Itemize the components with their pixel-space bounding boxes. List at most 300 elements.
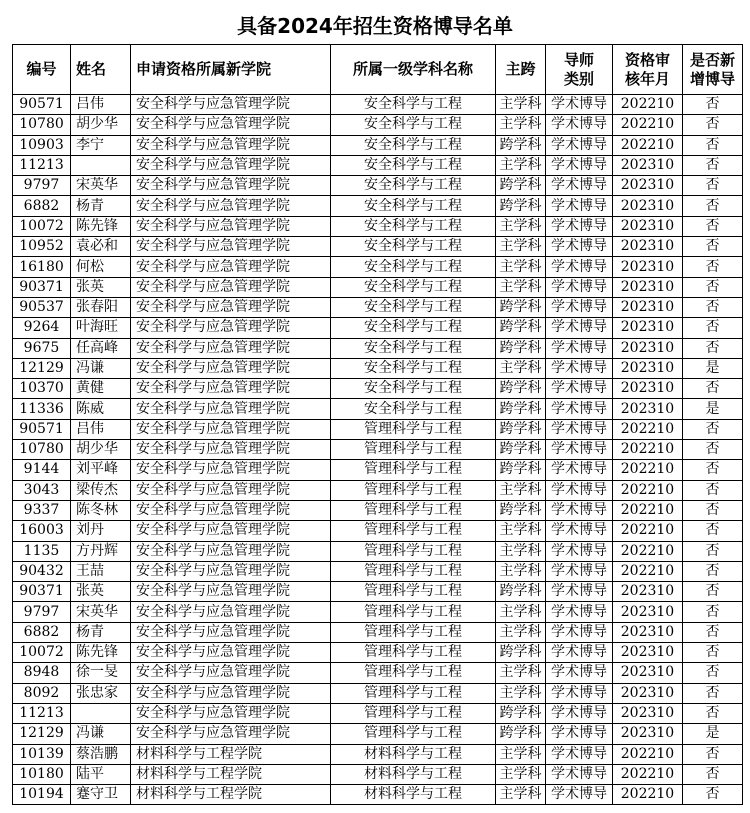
cell-id: 10903 bbox=[13, 135, 71, 155]
table-body bbox=[13, 95, 743, 805]
cell-review-date: 202310 bbox=[613, 338, 683, 358]
cell-category: 学术博导 bbox=[546, 216, 613, 236]
table-row bbox=[13, 521, 743, 541]
cell-review-date: 202310 bbox=[613, 724, 683, 744]
cell-college: 安全科学与应急管理学院 bbox=[131, 460, 331, 480]
cell-id: 10952 bbox=[13, 237, 71, 257]
cell-review-date: 202310 bbox=[613, 358, 683, 378]
cell-category: 学术博导 bbox=[546, 521, 613, 541]
table-row bbox=[13, 460, 743, 480]
cell-id: 11213 bbox=[13, 703, 71, 723]
cell-review-date: 202310 bbox=[613, 379, 683, 399]
cell-is-new: 否 bbox=[683, 785, 743, 805]
cell-category: 学术博导 bbox=[546, 744, 613, 764]
cell-id: 9264 bbox=[13, 318, 71, 338]
cell-id: 90571 bbox=[13, 419, 71, 439]
cell-category: 学术博导 bbox=[546, 500, 613, 520]
cell-id: 10194 bbox=[13, 785, 71, 805]
table-row bbox=[13, 602, 743, 622]
cell-review-date: 202210 bbox=[613, 521, 683, 541]
cell-review-date: 202310 bbox=[613, 277, 683, 297]
table-header bbox=[13, 45, 743, 95]
table-row bbox=[13, 582, 743, 602]
cell-is-new: 否 bbox=[683, 440, 743, 460]
cell-id: 9144 bbox=[13, 460, 71, 480]
cell-college: 安全科学与应急管理学院 bbox=[131, 216, 331, 236]
cell-id: 9797 bbox=[13, 602, 71, 622]
header-main-cross: 主跨 bbox=[496, 45, 546, 95]
cell-main-cross: 跨学科 bbox=[496, 297, 546, 317]
cell-college: 材料科学与工程学院 bbox=[131, 744, 331, 764]
cell-name: 王喆 bbox=[71, 561, 131, 581]
cell-name: 蔡浩鹏 bbox=[71, 744, 131, 764]
cell-is-new: 否 bbox=[683, 216, 743, 236]
cell-category: 学术博导 bbox=[546, 257, 613, 277]
header-category bbox=[546, 45, 613, 95]
cell-discipline: 材料科学与工程 bbox=[331, 785, 496, 805]
cell-id: 12129 bbox=[13, 358, 71, 378]
header-is-new-label: 是否新增博导 bbox=[689, 50, 735, 88]
cell-discipline: 材料科学与工程 bbox=[331, 744, 496, 764]
cell-is-new: 否 bbox=[683, 379, 743, 399]
header-review-date bbox=[613, 45, 683, 95]
cell-review-date: 202210 bbox=[613, 95, 683, 115]
cell-category: 学术博导 bbox=[546, 785, 613, 805]
cell-discipline: 安全科学与工程 bbox=[331, 135, 496, 155]
cell-review-date: 202210 bbox=[613, 785, 683, 805]
cell-name: 陈先锋 bbox=[71, 216, 131, 236]
cell-discipline: 管理科学与工程 bbox=[331, 703, 496, 723]
table-row bbox=[13, 277, 743, 297]
cell-discipline: 安全科学与工程 bbox=[331, 277, 496, 297]
cell-category: 学术博导 bbox=[546, 155, 613, 175]
table-row bbox=[13, 115, 743, 135]
cell-name: 李宁 bbox=[71, 135, 131, 155]
cell-id: 8092 bbox=[13, 683, 71, 703]
cell-is-new: 否 bbox=[683, 744, 743, 764]
cell-id: 10139 bbox=[13, 744, 71, 764]
cell-is-new: 否 bbox=[683, 318, 743, 338]
cell-college: 安全科学与应急管理学院 bbox=[131, 541, 331, 561]
cell-name: 胡少华 bbox=[71, 440, 131, 460]
cell-college: 安全科学与应急管理学院 bbox=[131, 440, 331, 460]
header-is-new bbox=[683, 45, 743, 95]
cell-discipline: 管理科学与工程 bbox=[331, 602, 496, 622]
cell-main-cross: 跨学科 bbox=[496, 399, 546, 419]
cell-name: 陆平 bbox=[71, 764, 131, 784]
cell-main-cross: 跨学科 bbox=[496, 440, 546, 460]
cell-category: 学术博导 bbox=[546, 460, 613, 480]
cell-discipline: 管理科学与工程 bbox=[331, 460, 496, 480]
cell-discipline: 安全科学与工程 bbox=[331, 297, 496, 317]
cell-category: 学术博导 bbox=[546, 663, 613, 683]
cell-review-date: 202310 bbox=[613, 237, 683, 257]
cell-id: 16003 bbox=[13, 521, 71, 541]
cell-name: 杨青 bbox=[71, 196, 131, 216]
table-row bbox=[13, 338, 743, 358]
cell-college: 安全科学与应急管理学院 bbox=[131, 379, 331, 399]
cell-name: 叶海旺 bbox=[71, 318, 131, 338]
cell-discipline: 管理科学与工程 bbox=[331, 419, 496, 439]
header-college: 申请资格所属新学院 bbox=[131, 45, 331, 95]
cell-category: 学术博导 bbox=[546, 176, 613, 196]
table-row bbox=[13, 216, 743, 236]
cell-discipline: 安全科学与工程 bbox=[331, 176, 496, 196]
cell-name: 陈冬林 bbox=[71, 500, 131, 520]
cell-main-cross: 跨学科 bbox=[496, 500, 546, 520]
cell-review-date: 202310 bbox=[613, 683, 683, 703]
header-name: 姓名 bbox=[71, 45, 131, 95]
header-id: 编号 bbox=[13, 45, 71, 95]
cell-is-new: 否 bbox=[683, 663, 743, 683]
cell-college: 安全科学与应急管理学院 bbox=[131, 257, 331, 277]
cell-id: 10370 bbox=[13, 379, 71, 399]
cell-discipline: 安全科学与工程 bbox=[331, 338, 496, 358]
cell-college: 安全科学与应急管理学院 bbox=[131, 703, 331, 723]
cell-id: 10072 bbox=[13, 216, 71, 236]
table-row bbox=[13, 561, 743, 581]
cell-college: 安全科学与应急管理学院 bbox=[131, 338, 331, 358]
cell-review-date: 202210 bbox=[613, 460, 683, 480]
cell-main-cross: 跨学科 bbox=[496, 379, 546, 399]
table-row bbox=[13, 683, 743, 703]
table-row bbox=[13, 663, 743, 683]
cell-is-new: 否 bbox=[683, 643, 743, 663]
cell-is-new: 否 bbox=[683, 683, 743, 703]
cell-id: 90571 bbox=[13, 95, 71, 115]
cell-name: 宋英华 bbox=[71, 602, 131, 622]
cell-is-new: 否 bbox=[683, 196, 743, 216]
cell-main-cross: 主学科 bbox=[496, 277, 546, 297]
cell-main-cross: 主学科 bbox=[496, 358, 546, 378]
table-row bbox=[13, 785, 743, 805]
cell-category: 学术博导 bbox=[546, 135, 613, 155]
cell-main-cross: 跨学科 bbox=[496, 338, 546, 358]
header-category-label: 导师类别 bbox=[563, 50, 594, 88]
cell-discipline: 管理科学与工程 bbox=[331, 643, 496, 663]
cell-review-date: 202210 bbox=[613, 115, 683, 135]
cell-category: 学术博导 bbox=[546, 338, 613, 358]
cell-review-date: 202310 bbox=[613, 703, 683, 723]
cell-name: 胡少华 bbox=[71, 115, 131, 135]
cell-category: 学术博导 bbox=[546, 561, 613, 581]
cell-review-date: 202210 bbox=[613, 440, 683, 460]
cell-category: 学术博导 bbox=[546, 358, 613, 378]
table-row bbox=[13, 318, 743, 338]
cell-id: 11336 bbox=[13, 399, 71, 419]
cell-discipline: 安全科学与工程 bbox=[331, 196, 496, 216]
cell-review-date: 202210 bbox=[613, 500, 683, 520]
cell-main-cross: 主学科 bbox=[496, 602, 546, 622]
cell-college: 安全科学与应急管理学院 bbox=[131, 358, 331, 378]
cell-college: 安全科学与应急管理学院 bbox=[131, 237, 331, 257]
cell-discipline: 管理科学与工程 bbox=[331, 480, 496, 500]
cell-discipline: 管理科学与工程 bbox=[331, 541, 496, 561]
cell-review-date: 202210 bbox=[613, 764, 683, 784]
cell-main-cross: 主学科 bbox=[496, 785, 546, 805]
cell-id: 11213 bbox=[13, 155, 71, 175]
table-row bbox=[13, 297, 743, 317]
cell-name: 袁必和 bbox=[71, 237, 131, 257]
cell-review-date: 202210 bbox=[613, 480, 683, 500]
cell-category: 学术博导 bbox=[546, 399, 613, 419]
cell-name bbox=[71, 703, 131, 723]
cell-is-new: 否 bbox=[683, 277, 743, 297]
cell-id: 9337 bbox=[13, 500, 71, 520]
cell-college: 安全科学与应急管理学院 bbox=[131, 297, 331, 317]
cell-is-new: 否 bbox=[683, 237, 743, 257]
cell-is-new: 否 bbox=[683, 95, 743, 115]
cell-is-new: 否 bbox=[683, 155, 743, 175]
header-discipline: 所属一级学科名称 bbox=[331, 45, 496, 95]
cell-is-new: 否 bbox=[683, 257, 743, 277]
cell-discipline: 管理科学与工程 bbox=[331, 500, 496, 520]
cell-discipline: 安全科学与工程 bbox=[331, 379, 496, 399]
table-row bbox=[13, 379, 743, 399]
cell-main-cross: 跨学科 bbox=[496, 582, 546, 602]
cell-main-cross: 主学科 bbox=[496, 744, 546, 764]
cell-id: 3043 bbox=[13, 480, 71, 500]
cell-category: 学术博导 bbox=[546, 196, 613, 216]
cell-is-new: 是 bbox=[683, 358, 743, 378]
cell-id: 1135 bbox=[13, 541, 71, 561]
cell-main-cross: 主学科 bbox=[496, 622, 546, 642]
cell-review-date: 202310 bbox=[613, 622, 683, 642]
cell-college: 安全科学与应急管理学院 bbox=[131, 622, 331, 642]
cell-is-new: 否 bbox=[683, 500, 743, 520]
cell-discipline: 安全科学与工程 bbox=[331, 318, 496, 338]
table-row bbox=[13, 135, 743, 155]
cell-discipline: 安全科学与工程 bbox=[331, 257, 496, 277]
cell-main-cross: 主学科 bbox=[496, 237, 546, 257]
cell-review-date: 202210 bbox=[613, 135, 683, 155]
cell-main-cross: 跨学科 bbox=[496, 724, 546, 744]
cell-discipline: 安全科学与工程 bbox=[331, 399, 496, 419]
cell-college: 安全科学与应急管理学院 bbox=[131, 561, 331, 581]
cell-is-new: 否 bbox=[683, 460, 743, 480]
cell-discipline: 管理科学与工程 bbox=[331, 683, 496, 703]
cell-category: 学术博导 bbox=[546, 724, 613, 744]
cell-name: 张春阳 bbox=[71, 297, 131, 317]
cell-name: 宋英华 bbox=[71, 176, 131, 196]
cell-category: 学术博导 bbox=[546, 379, 613, 399]
cell-college: 安全科学与应急管理学院 bbox=[131, 602, 331, 622]
cell-is-new: 否 bbox=[683, 338, 743, 358]
cell-name: 方丹辉 bbox=[71, 541, 131, 561]
table-row bbox=[13, 419, 743, 439]
cell-is-new: 否 bbox=[683, 521, 743, 541]
cell-id: 8948 bbox=[13, 663, 71, 683]
cell-main-cross: 主学科 bbox=[496, 115, 546, 135]
cell-review-date: 202310 bbox=[613, 155, 683, 175]
header-row bbox=[13, 45, 743, 95]
cell-discipline: 管理科学与工程 bbox=[331, 521, 496, 541]
cell-main-cross: 主学科 bbox=[496, 216, 546, 236]
supervisor-table bbox=[12, 44, 743, 805]
table-row bbox=[13, 541, 743, 561]
cell-college: 安全科学与应急管理学院 bbox=[131, 582, 331, 602]
cell-name: 冯谦 bbox=[71, 358, 131, 378]
cell-main-cross: 跨学科 bbox=[496, 460, 546, 480]
cell-college: 安全科学与应急管理学院 bbox=[131, 95, 331, 115]
cell-category: 学术博导 bbox=[546, 440, 613, 460]
cell-college: 材料科学与工程学院 bbox=[131, 785, 331, 805]
cell-main-cross: 主学科 bbox=[496, 480, 546, 500]
cell-discipline: 材料科学与工程 bbox=[331, 764, 496, 784]
cell-name: 任高峰 bbox=[71, 338, 131, 358]
cell-category: 学术博导 bbox=[546, 643, 613, 663]
cell-review-date: 202210 bbox=[613, 419, 683, 439]
cell-name: 陈先锋 bbox=[71, 643, 131, 663]
cell-id: 10072 bbox=[13, 643, 71, 663]
cell-discipline: 管理科学与工程 bbox=[331, 561, 496, 581]
table-row bbox=[13, 155, 743, 175]
cell-name bbox=[71, 155, 131, 175]
cell-is-new: 是 bbox=[683, 399, 743, 419]
cell-category: 学术博导 bbox=[546, 297, 613, 317]
cell-name: 陈威 bbox=[71, 399, 131, 419]
cell-is-new: 否 bbox=[683, 622, 743, 642]
cell-college: 安全科学与应急管理学院 bbox=[131, 643, 331, 663]
cell-name: 刘平峰 bbox=[71, 460, 131, 480]
cell-main-cross: 跨学科 bbox=[496, 419, 546, 439]
cell-discipline: 管理科学与工程 bbox=[331, 440, 496, 460]
cell-college: 安全科学与应急管理学院 bbox=[131, 115, 331, 135]
cell-college: 安全科学与应急管理学院 bbox=[131, 176, 331, 196]
cell-id: 90432 bbox=[13, 561, 71, 581]
cell-is-new: 否 bbox=[683, 541, 743, 561]
cell-id: 16180 bbox=[13, 257, 71, 277]
cell-review-date: 202310 bbox=[613, 399, 683, 419]
cell-id: 90537 bbox=[13, 297, 71, 317]
table-row bbox=[13, 744, 743, 764]
cell-main-cross: 跨学科 bbox=[496, 318, 546, 338]
cell-college: 安全科学与应急管理学院 bbox=[131, 419, 331, 439]
cell-review-date: 202310 bbox=[613, 196, 683, 216]
cell-name: 刘丹 bbox=[71, 521, 131, 541]
cell-main-cross: 跨学科 bbox=[496, 176, 546, 196]
cell-college: 安全科学与应急管理学院 bbox=[131, 683, 331, 703]
cell-is-new: 否 bbox=[683, 135, 743, 155]
cell-is-new: 否 bbox=[683, 115, 743, 135]
cell-id: 9797 bbox=[13, 176, 71, 196]
table-row bbox=[13, 358, 743, 378]
cell-main-cross: 主学科 bbox=[496, 541, 546, 561]
cell-is-new: 否 bbox=[683, 561, 743, 581]
cell-category: 学术博导 bbox=[546, 764, 613, 784]
cell-category: 学术博导 bbox=[546, 277, 613, 297]
cell-category: 学术博导 bbox=[546, 318, 613, 338]
cell-college: 安全科学与应急管理学院 bbox=[131, 663, 331, 683]
table-row bbox=[13, 440, 743, 460]
cell-main-cross: 主学科 bbox=[496, 155, 546, 175]
table-row bbox=[13, 500, 743, 520]
cell-category: 学术博导 bbox=[546, 95, 613, 115]
cell-review-date: 202310 bbox=[613, 176, 683, 196]
cell-is-new: 否 bbox=[683, 480, 743, 500]
cell-review-date: 202310 bbox=[613, 216, 683, 236]
cell-id: 6882 bbox=[13, 622, 71, 642]
cell-review-date: 202310 bbox=[613, 643, 683, 663]
table-row bbox=[13, 724, 743, 744]
cell-is-new: 是 bbox=[683, 724, 743, 744]
cell-discipline: 管理科学与工程 bbox=[331, 663, 496, 683]
cell-college: 安全科学与应急管理学院 bbox=[131, 399, 331, 419]
document-title: 具备2024年招生资格博导名单 bbox=[237, 14, 513, 38]
cell-id: 90371 bbox=[13, 582, 71, 602]
cell-name: 张英 bbox=[71, 582, 131, 602]
cell-is-new: 否 bbox=[683, 419, 743, 439]
cell-college: 材料科学与工程学院 bbox=[131, 764, 331, 784]
cell-review-date: 202210 bbox=[613, 744, 683, 764]
cell-review-date: 202210 bbox=[613, 541, 683, 561]
cell-discipline: 安全科学与工程 bbox=[331, 358, 496, 378]
table-row bbox=[13, 764, 743, 784]
cell-main-cross: 主学科 bbox=[496, 561, 546, 581]
table-row bbox=[13, 399, 743, 419]
header-review-date-label: 资格审核年月 bbox=[624, 50, 670, 88]
cell-name: 黄健 bbox=[71, 379, 131, 399]
cell-is-new: 否 bbox=[683, 703, 743, 723]
cell-discipline: 安全科学与工程 bbox=[331, 115, 496, 135]
cell-discipline: 安全科学与工程 bbox=[331, 237, 496, 257]
cell-is-new: 否 bbox=[683, 602, 743, 622]
cell-college: 安全科学与应急管理学院 bbox=[131, 521, 331, 541]
cell-is-new: 否 bbox=[683, 176, 743, 196]
cell-college: 安全科学与应急管理学院 bbox=[131, 155, 331, 175]
cell-name: 张英 bbox=[71, 277, 131, 297]
cell-main-cross: 跨学科 bbox=[496, 643, 546, 663]
cell-review-date: 202310 bbox=[613, 602, 683, 622]
table-row bbox=[13, 480, 743, 500]
cell-review-date: 202310 bbox=[613, 297, 683, 317]
cell-main-cross: 跨学科 bbox=[496, 135, 546, 155]
cell-college: 安全科学与应急管理学院 bbox=[131, 196, 331, 216]
cell-review-date: 202310 bbox=[613, 257, 683, 277]
cell-discipline: 管理科学与工程 bbox=[331, 724, 496, 744]
table-row bbox=[13, 237, 743, 257]
table-row bbox=[13, 176, 743, 196]
table-row bbox=[13, 622, 743, 642]
cell-name: 冯谦 bbox=[71, 724, 131, 744]
cell-main-cross: 主学科 bbox=[496, 257, 546, 277]
cell-name: 何松 bbox=[71, 257, 131, 277]
table-row bbox=[13, 95, 743, 115]
cell-category: 学术博导 bbox=[546, 683, 613, 703]
cell-review-date: 202310 bbox=[613, 663, 683, 683]
cell-is-new: 否 bbox=[683, 297, 743, 317]
cell-category: 学术博导 bbox=[546, 582, 613, 602]
cell-id: 6882 bbox=[13, 196, 71, 216]
cell-category: 学术博导 bbox=[546, 480, 613, 500]
cell-name: 梁传杰 bbox=[71, 480, 131, 500]
cell-college: 安全科学与应急管理学院 bbox=[131, 318, 331, 338]
cell-category: 学术博导 bbox=[546, 115, 613, 135]
cell-main-cross: 主学科 bbox=[496, 663, 546, 683]
cell-category: 学术博导 bbox=[546, 237, 613, 257]
cell-main-cross: 主学科 bbox=[496, 764, 546, 784]
cell-name: 吕伟 bbox=[71, 95, 131, 115]
cell-id: 10780 bbox=[13, 440, 71, 460]
table-row bbox=[13, 257, 743, 277]
cell-category: 学术博导 bbox=[546, 419, 613, 439]
cell-id: 90371 bbox=[13, 277, 71, 297]
cell-main-cross: 主学科 bbox=[496, 95, 546, 115]
cell-is-new: 否 bbox=[683, 582, 743, 602]
cell-id: 9675 bbox=[13, 338, 71, 358]
cell-discipline: 管理科学与工程 bbox=[331, 622, 496, 642]
table-row bbox=[13, 703, 743, 723]
